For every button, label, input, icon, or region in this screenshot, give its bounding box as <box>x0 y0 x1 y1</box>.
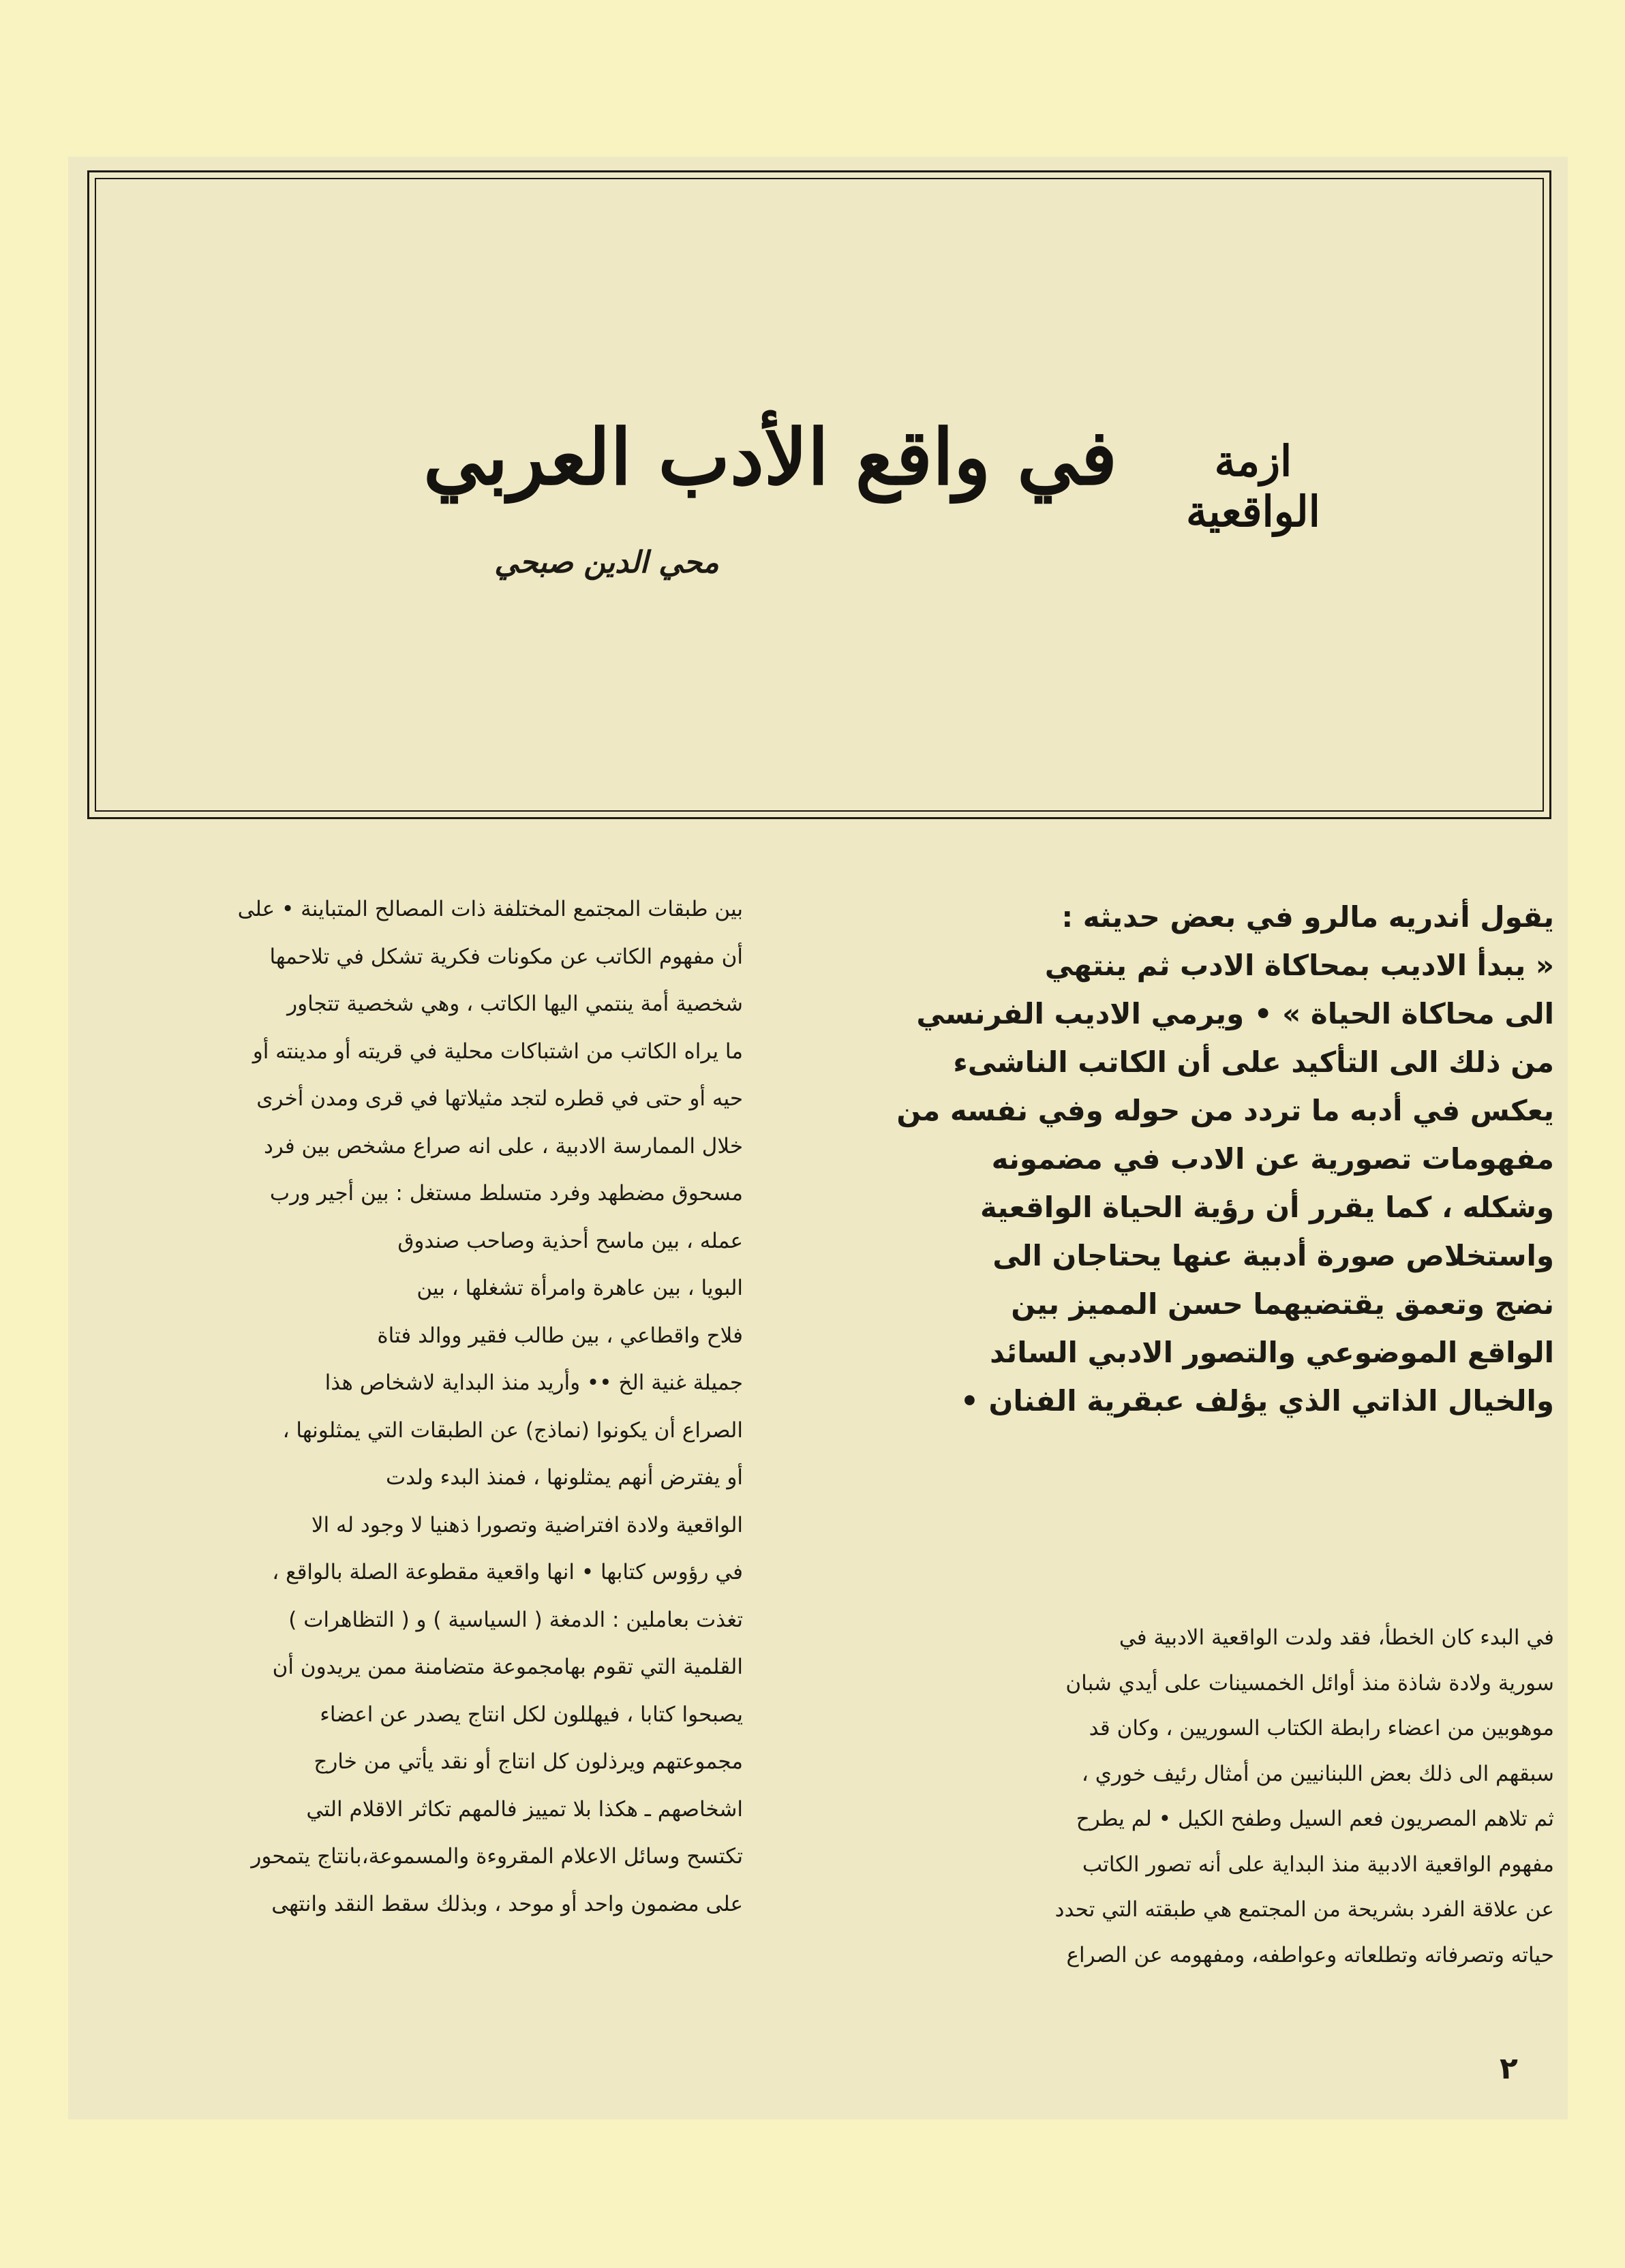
right-body-column <box>879 1615 1554 1978</box>
intro-line: واستخلاص صورة أدبية عنها يحتاجان الى <box>992 1239 1554 1272</box>
title-kicker <box>1186 436 1320 538</box>
body-line: حياته وتصرفاته وتطلعاته وعواطفه، ومفهومه عن الصراع <box>1066 1942 1554 1967</box>
body-line: حيه أو حتى في قطره لتجد مثيلاتها في قرى ومدن أخرى <box>256 1086 743 1111</box>
body-line: موهوبين من اعضاء رابطة الكتاب السوريين ، وكان قد <box>1089 1716 1554 1741</box>
body-line: اشخاصهم ـ هكذا بلا تمييز فالمهم تكاثر الاقلام التي <box>306 1796 743 1822</box>
body-line: ما يراه الكاتب من اشتباكات محلية في قريته أو مدينته أو <box>252 1039 743 1064</box>
author-name: محي الدين صبحي <box>494 545 719 580</box>
body-line: في رؤوس كتابها • انها واقعية مقطوعة الصلة بالواقع ، <box>272 1560 743 1584</box>
intro-line: والخيال الذاتي الذي يؤلف عبقرية الفنان • <box>960 1384 1554 1418</box>
body-line: الصراع أن يكونوا (نماذج) عن الطبقات التي يمثلونها ، <box>282 1418 743 1443</box>
body-line: يصبحوا كتابا ، فيهللون لكل انتاج يصدر عن اعضاء <box>320 1702 743 1727</box>
body-line: في البدء كان الخطأ، فقد ولدت الواقعية الادبية في <box>1119 1625 1554 1650</box>
body-line: جميلة غنية الخ •• وأريد منذ البداية لاشخاص هذا <box>324 1370 743 1395</box>
title-kicker-line-2: الواقعية <box>1186 487 1320 537</box>
body-line: تكتسح وسائل الاعلام المقروءة والمسموعة،بانتاج يتمحور <box>251 1844 743 1869</box>
intro-column <box>879 893 1554 1425</box>
intro-line: من ذلك الى التأكيد على أن الكاتب الناشىء <box>953 1045 1554 1079</box>
body-line: سورية ولادة شاذة منذ أوائل الخمسينات على أيدي شبان <box>1065 1670 1554 1696</box>
intro-line: الواقع الموضوعي والتصور الادبي السائد <box>990 1336 1554 1369</box>
intro-line: مفهومات تصورية عن الادب في مضمونه <box>991 1142 1554 1176</box>
body-line: أن مفهوم الكاتب عن مكونات فكرية تشكل في تلاحمها <box>269 944 743 969</box>
body-line: ثم تلاهم المصريون فعم السيل وطفح الكيل • لم يطرح <box>1076 1807 1554 1831</box>
body-line: خلال الممارسة الادبية ، على انه صراع مشخص بين فرد <box>263 1133 743 1159</box>
body-line: على مضمون واحد أو موحد ، وبذلك سقط النقد وانتهى <box>271 1891 743 1916</box>
body-line: أو يفترض أنهم يمثلونها ، فمنذ البدء ولدت <box>385 1465 743 1490</box>
intro-line: يعكس في أدبه ما تردد من حوله وفي نفسه من <box>896 1094 1554 1127</box>
body-line: تغذت بعاملين : الدمغة ( السياسية ) و ( التظاهرات ) <box>288 1607 743 1632</box>
body-line: فلاح واقطاعي ، بين طالب فقير ووالد فتاة <box>377 1323 743 1348</box>
body-line: عمله ، بين ماسح أحذية وصاحب صندوق <box>397 1228 743 1253</box>
intro-line: يقول أندريه مالرو في بعض حديثه : <box>1061 900 1554 934</box>
page-number: ٢ <box>1500 2051 1518 2086</box>
body-line: مجموعتهم ويرذلون كل انتاج أو نقد يأتي من خارج <box>314 1749 743 1774</box>
title-main: في واقع الأدب العربي <box>423 413 1118 502</box>
body-line: عن علاقة الفرد بشريحة من المجتمع هي طبقته التي تحدد <box>1054 1897 1554 1922</box>
intro-line: « يبدأ الاديب بمحاكاة الادب ثم ينتهي <box>1044 949 1554 982</box>
body-line: شخصية أمة ينتمي اليها الكاتب ، وهي شخصية تتجاور <box>287 992 743 1016</box>
body-line: سبقهم الى ذلك بعض اللبنانيين من أمثال رئيف خوري ، <box>1081 1761 1554 1786</box>
intro-line: نضج وتعمق يقتضيهما حسن المميز بين <box>1011 1287 1554 1321</box>
body-line: بين طبقات المجتمع المختلفة ذات المصالح المتباينة • على <box>237 897 743 921</box>
left-body-column <box>74 886 743 1928</box>
intro-line: الى محاكاة الحياة » • ويرمي الاديب الفرنسي <box>916 997 1554 1030</box>
body-line: القلمية التي تقوم بهامجموعة متضامنة ممن يريدون أن <box>272 1655 743 1679</box>
body-line: الواقعية ولادة افتراضية وتصورا ذهنيا لا وجود له الا <box>311 1512 743 1537</box>
article-title <box>341 413 1200 502</box>
intro-line: وشكله ، كما يقرر أن رؤية الحياة الواقعية <box>979 1191 1554 1224</box>
body-line: مفهوم الواقعية الادبية منذ البداية على أنه تصور الكاتب <box>1082 1852 1554 1877</box>
body-line: مسحوق مضطهد وفرد متسلط مستغل : بين أجير ورب <box>269 1181 743 1206</box>
body-line: البويا ، بين عاهرة وامرأة تشغلها ، بين <box>416 1276 743 1300</box>
title-kicker-line-1: ازمة <box>1214 436 1292 486</box>
